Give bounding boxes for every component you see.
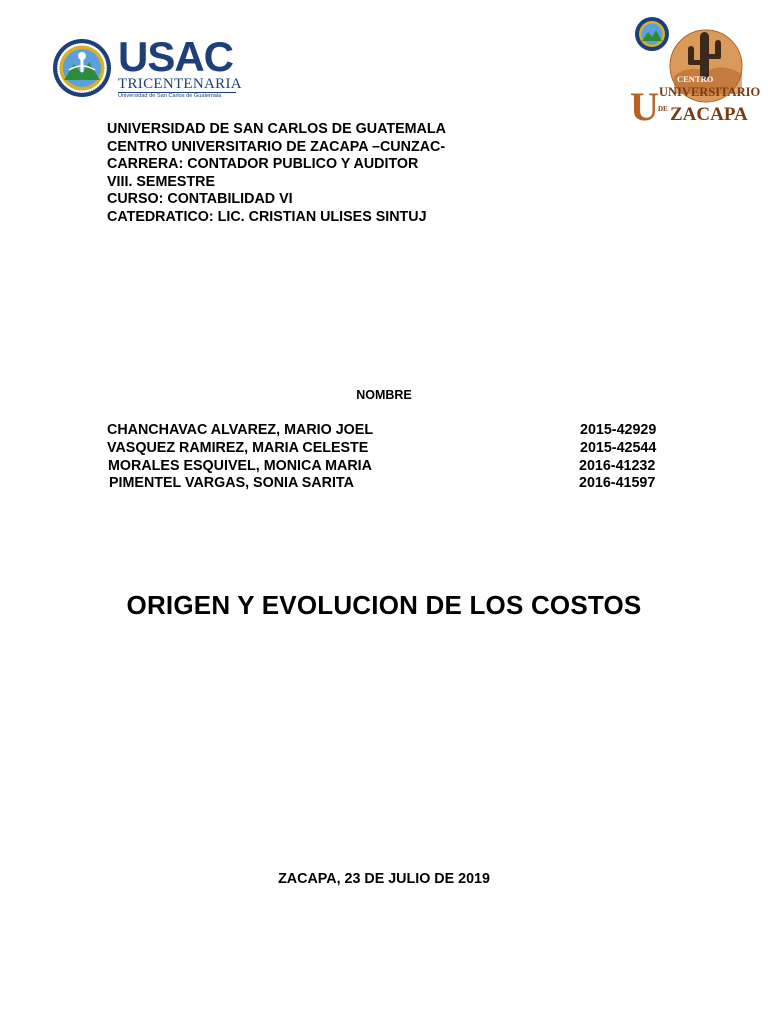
svg-text:CENTRO: CENTRO — [677, 74, 714, 84]
student-row — [107, 422, 667, 440]
svg-text:DE: DE — [658, 105, 668, 113]
svg-text:ZACAPA: ZACAPA — [670, 104, 748, 125]
place-date: ZACAPA, 23 DE JULIO DE 2019 — [278, 871, 490, 887]
usac-subtitle: TRICENTENARIA — [118, 76, 242, 92]
student-name: PIMENTEL VARGAS, SONIA SARITA — [109, 475, 354, 492]
student-row — [107, 440, 667, 458]
cunzac-seal-icon — [635, 17, 669, 51]
cunzac-logo — [630, 14, 761, 129]
header-semester: VIII. SEMESTRE — [107, 173, 216, 190]
header-career: CARRERA: CONTADOR PUBLICO Y AUDITOR — [107, 156, 419, 173]
student-name: VASQUEZ RAMIREZ, MARIA CELESTE — [107, 439, 369, 456]
student-name: MORALES ESQUIVEL, MONICA MARIA — [108, 457, 372, 474]
svg-text:U: U — [630, 84, 659, 129]
student-row — [107, 458, 667, 476]
student-id: 2016-41232 — [579, 457, 656, 474]
nombre-heading: NOMBRE — [356, 388, 412, 402]
header-block — [107, 121, 446, 227]
usac-seal-icon — [52, 38, 112, 98]
usac-wordmark: USAC — [118, 33, 234, 80]
header-university: UNIVERSIDAD DE SAN CARLOS DE GUATEMALA — [107, 121, 446, 137]
usac-tagline: Universidad de San Carlos de Guatemala — [118, 93, 222, 99]
header-professor: CATEDRATICO: LIC. CRISTIAN ULISES SINTUJ — [107, 208, 427, 225]
svg-text:UNIVERSITARIO: UNIVERSITARIO — [659, 85, 761, 99]
student-id: 2015-42929 — [580, 422, 657, 438]
student-id: 2016-41597 — [579, 475, 656, 492]
document-title: ORIGEN Y EVOLUCION DE LOS COSTOS — [126, 590, 642, 620]
header-course: CURSO: CONTABILIDAD VI — [107, 191, 293, 208]
student-name: CHANCHAVAC ALVAREZ, MARIO JOEL — [107, 422, 374, 438]
student-row — [107, 475, 667, 493]
student-list — [107, 422, 667, 493]
usac-logo — [52, 33, 242, 100]
header-center: CENTRO UNIVERSITARIO DE ZACAPA –CUNZAC- — [107, 138, 446, 155]
student-id: 2015-42544 — [580, 439, 657, 456]
